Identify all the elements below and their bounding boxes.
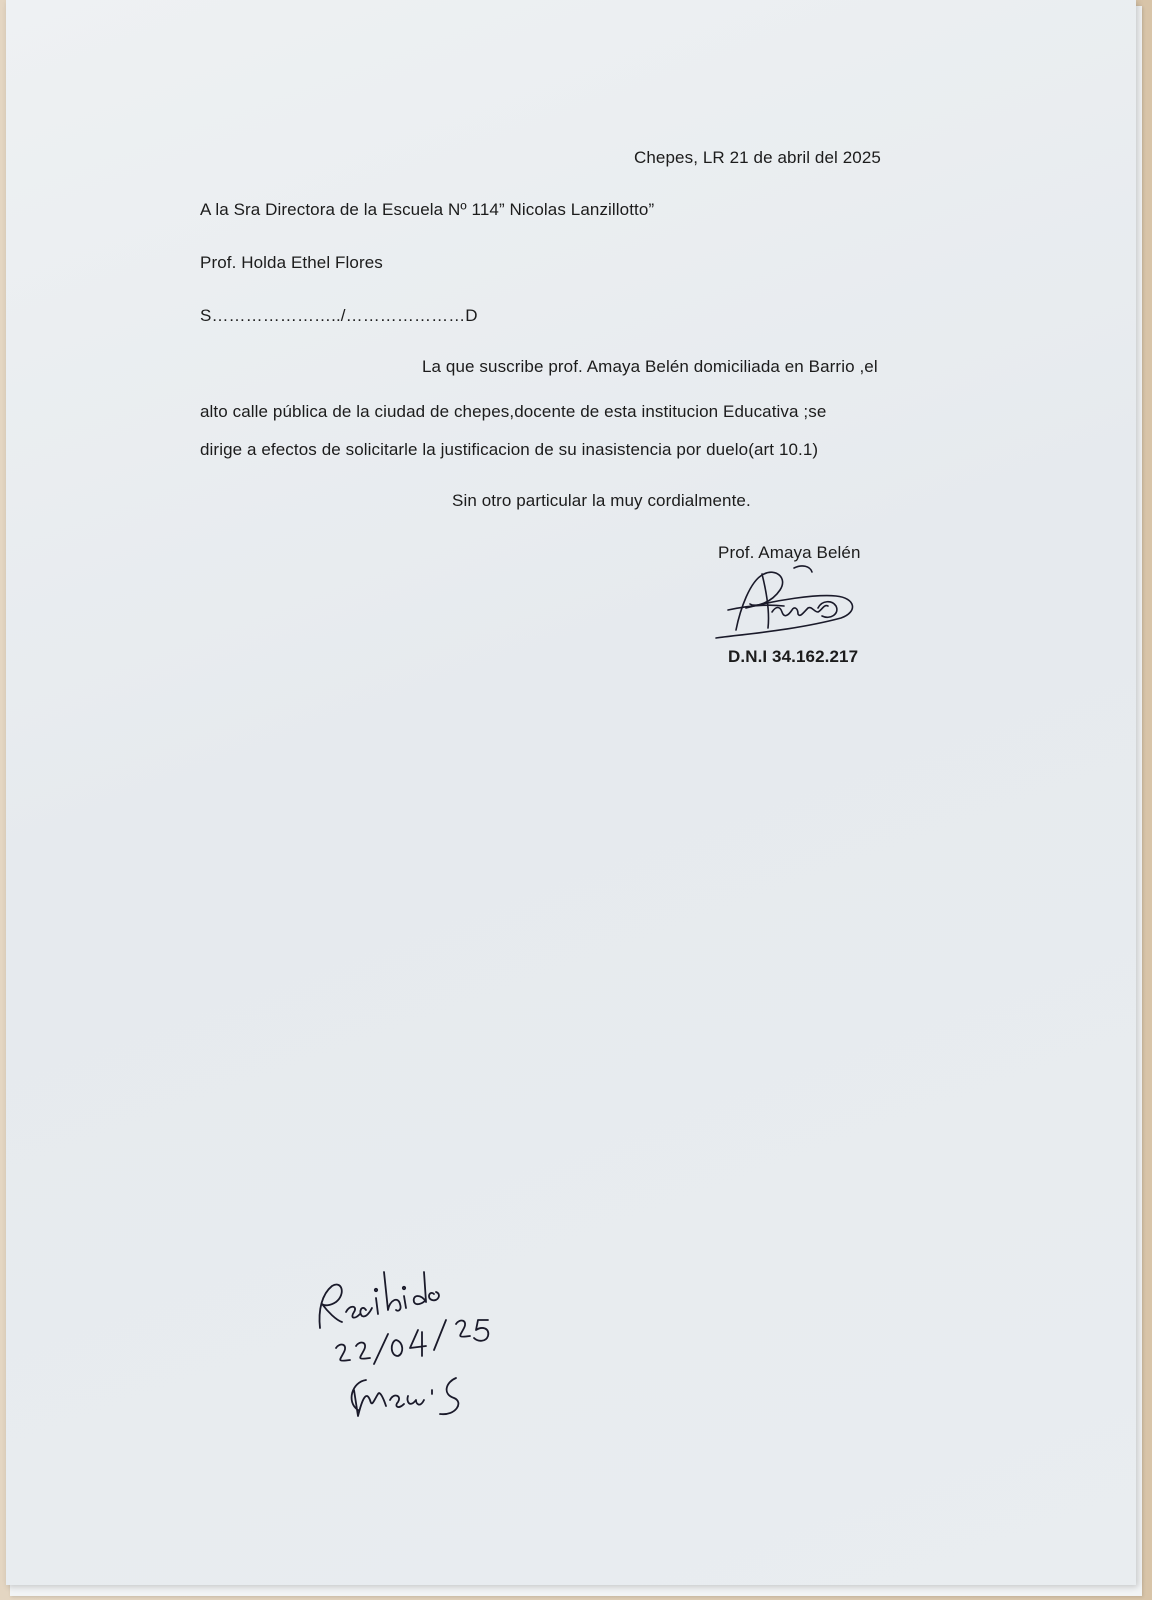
signature-image [706,560,866,650]
salutation-line: S…………………../…………………D [200,306,478,325]
letter-page [6,0,1136,1585]
date-line: Chepes, LR 21 de abril del 2025 [634,148,881,167]
dni-line: D.N.I 34.162.217 [728,647,859,666]
handwritten-receipt-note [306,1250,526,1430]
body-line-2: alto calle pública de la ciudad de chepes,docente de esta institucion Educativa ;se [200,402,827,421]
recipient-name: Prof. Holda Ethel Flores [200,253,383,272]
signer-name: Prof. Amaya Belén [718,543,861,562]
body-line-1: La que suscribe prof. Amaya Belén domiciliada en Barrio ,el [422,357,878,376]
closing-line: Sin otro particular la muy cordialmente. [452,491,751,510]
recipient-line: A la Sra Directora de la Escuela Nº 114” Nicolas Lanzillotto” [200,200,655,219]
body-line-3: dirige a efectos de solicitarle la justificacion de su inasistencia por duelo(art 10.1) [200,440,819,459]
